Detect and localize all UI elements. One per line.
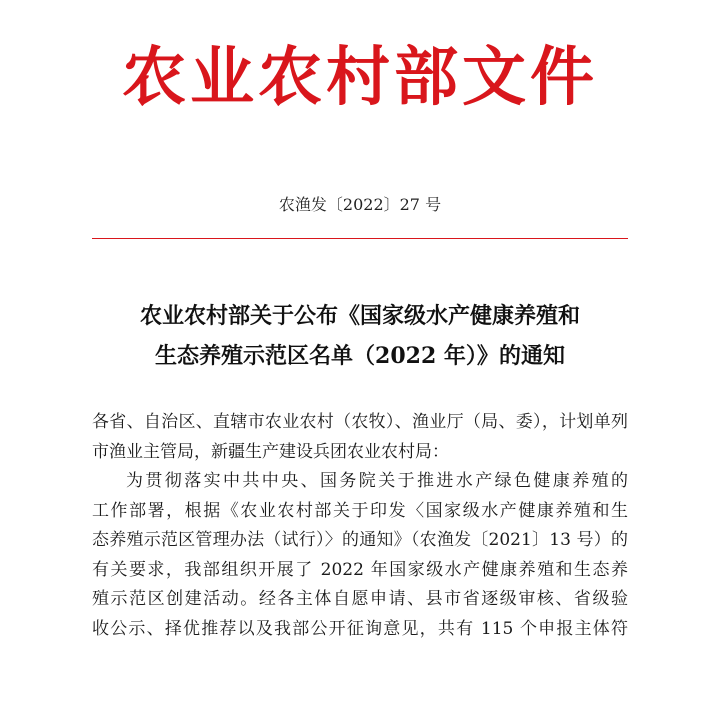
document-body — [92, 408, 628, 644]
body-line: 态养殖示范区管理办法（试行）〉的通知》（农渔发〔2021〕13 号）的 — [92, 530, 628, 550]
document-number: 农渔发〔2022〕27 号 — [278, 195, 442, 214]
body-line: 各省、自治区、直辖市农业农村（农牧）、渔业厅（局、委），计划单列 — [92, 412, 628, 432]
title-line-2: 生态养殖示范区名单（2022 年）》的通知 — [155, 343, 565, 369]
red-divider — [92, 238, 628, 239]
document-masthead: 农业农村部文件 — [122, 40, 598, 115]
body-line: 收公示、择优推荐以及我部公开征询意见，共有 115 个申报主体符 — [92, 618, 628, 639]
document-title — [60, 296, 660, 376]
body-line: 殖示范区创建活动。经各主体自愿申请、县市省逐级审核、省级验 — [92, 589, 628, 609]
body-line: 有关要求，我部组织开展了 2022 年国家级水产健康养殖和生态养 — [92, 559, 628, 580]
body-line: 市渔业主管局，新疆生产建设兵团农业农村局： — [92, 441, 449, 462]
body-line: 工作部署，根据《农业农村部关于印发〈国家级水产健康养殖和生 — [92, 500, 628, 521]
body-line: 为贯彻落实中共中央、国务院关于推进水产绿色健康养殖的 — [126, 471, 628, 491]
title-line-1: 农业农村部关于公布《国家级水产健康养殖和 — [139, 303, 580, 329]
